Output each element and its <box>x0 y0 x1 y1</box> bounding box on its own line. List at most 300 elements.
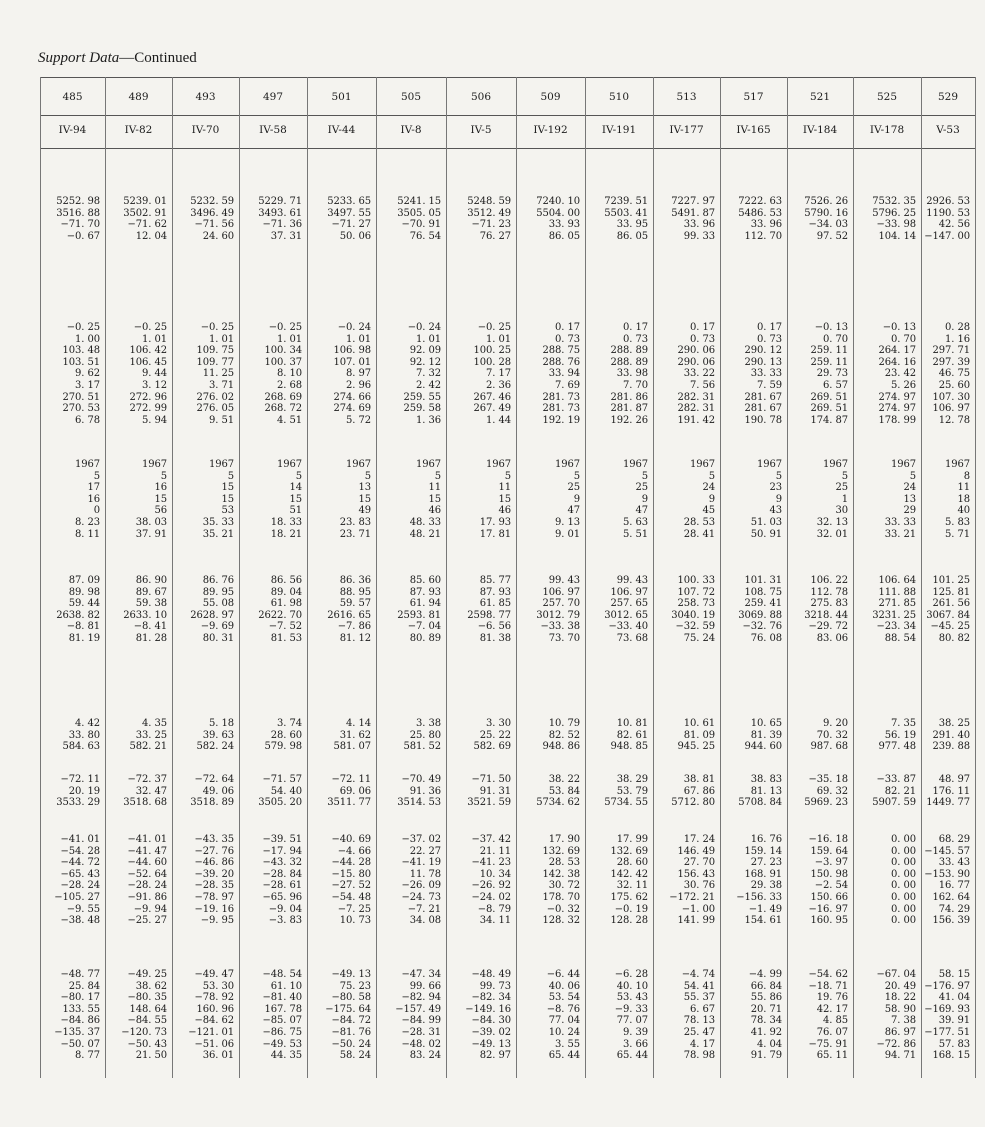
table-cell: 190. 78 <box>744 414 782 426</box>
table-cell: 274. 69 <box>333 403 371 415</box>
table-cell: 1967 <box>208 459 234 470</box>
table-cell: −2. 54 <box>814 880 848 892</box>
table-cell: 101. 25 <box>932 575 970 586</box>
table-cell: 5229. 71 <box>258 196 302 207</box>
table-cell: −0. 19 <box>614 903 648 915</box>
table-cell: 0. 28 <box>945 322 970 333</box>
table-cell: 5 <box>504 470 511 482</box>
table-cell: 100. 33 <box>677 575 715 586</box>
table-cell: 28. 53 <box>683 517 715 528</box>
table-cell: 1. 01 <box>346 333 371 345</box>
table-cell: 5 <box>93 470 100 482</box>
column-header-number: 489 <box>128 91 149 103</box>
table-cell: 3502. 91 <box>123 207 167 219</box>
table-cell: 257. 70 <box>542 598 580 610</box>
table-cell: 270. 51 <box>62 391 100 403</box>
table-cell: 106. 98 <box>333 345 371 357</box>
table-cell: 22. 27 <box>409 845 441 857</box>
table-cell: 48. 21 <box>409 528 441 540</box>
table-cell: 267. 46 <box>473 391 511 403</box>
table-cell: 33. 96 <box>750 219 782 231</box>
table-cell: 3012. 65 <box>604 609 648 621</box>
table-cell: 59. 44 <box>68 598 100 610</box>
table-cell: 3. 30 <box>486 718 511 729</box>
table-cell: −84. 99 <box>401 1015 441 1027</box>
table-cell: −7. 52 <box>268 621 302 633</box>
table-cell: 5969. 23 <box>804 797 848 809</box>
table-cell: −78. 97 <box>194 892 234 903</box>
table-cell: 6. 78 <box>75 414 100 426</box>
table-cell: 33. 22 <box>683 368 715 380</box>
table-cell: 7222. 63 <box>738 196 782 207</box>
table-cell: 35. 33 <box>202 517 234 528</box>
table-cell: 156. 43 <box>677 868 715 880</box>
table-cell: −153. 90 <box>924 868 970 880</box>
table-cell: −0. 67 <box>66 230 100 242</box>
table-cell: 51 <box>289 505 302 517</box>
table-cell: 77. 07 <box>616 1015 648 1027</box>
table-cell: 34. 08 <box>409 915 441 927</box>
column-header-code: IV-82 <box>124 124 153 136</box>
table-cell: −65. 43 <box>60 868 100 880</box>
table-cell: 5. 71 <box>945 528 970 540</box>
table-cell: 5 <box>434 470 441 482</box>
table-cell: 272. 96 <box>129 391 167 403</box>
table-cell: 49 <box>358 505 371 517</box>
table-cell: 107. 01 <box>333 356 371 368</box>
table-cell: 150. 66 <box>810 892 848 903</box>
table-cell: 5504. 00 <box>536 207 580 219</box>
header-divider <box>40 115 975 116</box>
table-cell: −16. 97 <box>808 903 848 915</box>
table-cell: −49. 13 <box>331 969 371 980</box>
table-cell: 82. 52 <box>548 729 580 741</box>
table-cell: 5239. 01 <box>123 196 167 207</box>
table-cell: 10. 34 <box>479 868 511 880</box>
table-cell: −27. 52 <box>331 880 371 892</box>
table-cell: 15 <box>428 493 441 505</box>
table-cell: 5734. 55 <box>604 797 648 809</box>
table-cell: 1449. 77 <box>926 797 970 809</box>
table-cell: 38. 22 <box>548 774 580 785</box>
table-cell: 5. 94 <box>142 414 167 426</box>
table-cell: 23. 83 <box>339 517 371 528</box>
table-cell: 3533. 29 <box>56 797 100 809</box>
table-cell: 5. 26 <box>891 380 916 391</box>
table-cell: −105. 27 <box>54 892 100 903</box>
table-cell: −71. 27 <box>331 219 371 231</box>
table-cell: 5232. 59 <box>190 196 234 207</box>
table-cell: 17. 93 <box>479 517 511 528</box>
table-cell: 3. 66 <box>623 1038 648 1050</box>
table-cell: 29. 38 <box>750 880 782 892</box>
table-cell: −85. 07 <box>262 1015 302 1027</box>
table-cell: 3067. 84 <box>926 609 970 621</box>
table-cell: 89. 95 <box>202 586 234 598</box>
table-cell: 581. 52 <box>403 741 441 753</box>
table-cell: 15 <box>498 493 511 505</box>
table-cell: 268. 69 <box>264 391 302 403</box>
table-cell: 2628. 97 <box>190 609 234 621</box>
table-cell: 34. 11 <box>479 915 511 927</box>
table-cell: −9. 94 <box>133 903 167 915</box>
table-cell: 5233. 65 <box>327 196 371 207</box>
table-cell: 276. 05 <box>196 403 234 415</box>
table-cell: 106. 97 <box>542 586 580 598</box>
table-cell: 88. 95 <box>339 586 371 598</box>
table-cell: 100. 37 <box>264 356 302 368</box>
table-cell: 281. 87 <box>610 403 648 415</box>
table-cell: 14 <box>289 482 302 494</box>
table-cell: 16. 76 <box>750 834 782 845</box>
table-cell: 174. 87 <box>810 414 848 426</box>
table-cell: 9 <box>573 493 580 505</box>
table-cell: 281. 67 <box>744 391 782 403</box>
table-cell: 272. 99 <box>129 403 167 415</box>
column-header-code: IV-192 <box>533 124 568 136</box>
table-cell: 167. 78 <box>264 1003 302 1015</box>
table-cell: 2. 96 <box>346 380 371 391</box>
table-cell: −28. 24 <box>60 880 100 892</box>
table-cell: 290. 12 <box>744 345 782 357</box>
table-cell: 92. 12 <box>409 356 441 368</box>
table-cell: 112. 78 <box>810 586 848 598</box>
table-cell: −7. 21 <box>407 903 441 915</box>
table-cell: 40 <box>957 505 970 517</box>
header-bottom-rule <box>40 148 975 149</box>
table-cell: −48. 49 <box>471 969 511 980</box>
table-cell: 5734. 62 <box>536 797 580 809</box>
table-cell: 76. 27 <box>479 230 511 242</box>
table-cell: 27. 23 <box>750 857 782 869</box>
table-cell: 17. 81 <box>479 528 511 540</box>
table-cell: −7. 25 <box>337 903 371 915</box>
table-cell: 268. 72 <box>264 403 302 415</box>
table-cell: 55. 08 <box>202 598 234 610</box>
table-cell: 57. 83 <box>938 1038 970 1050</box>
table-cell: 12. 78 <box>938 414 970 426</box>
table-cell: −48. 54 <box>262 969 302 980</box>
table-cell: −84. 62 <box>194 1015 234 1027</box>
table-cell: −38. 48 <box>60 915 100 927</box>
table-cell: 276. 02 <box>196 391 234 403</box>
table-cell: 5907. 59 <box>872 797 916 809</box>
table-cell: −0. 25 <box>66 322 100 333</box>
table-cell: 80. 82 <box>938 633 970 644</box>
table-cell: 21. 11 <box>479 845 511 857</box>
table-cell: 7. 38 <box>891 1015 916 1027</box>
table-cell: 582. 69 <box>473 741 511 753</box>
table-cell: 267. 49 <box>473 403 511 415</box>
table-cell: −51. 06 <box>194 1038 234 1050</box>
table-cell: 99. 66 <box>409 980 441 992</box>
table-cell: 3518. 68 <box>123 797 167 809</box>
table-cell: −45. 25 <box>930 621 970 633</box>
table-cell: 0. 70 <box>823 333 848 345</box>
table-cell: 55. 86 <box>750 992 782 1004</box>
table-cell: 81. 28 <box>135 633 167 644</box>
table-cell: 82. 97 <box>479 1050 511 1062</box>
table-cell: 7. 56 <box>690 380 715 391</box>
table-cell: 191. 42 <box>677 414 715 426</box>
table-cell: 106. 45 <box>129 356 167 368</box>
table-cell: 33. 25 <box>135 729 167 741</box>
table-cell: 2616. 65 <box>327 609 371 621</box>
table-cell: 10. 65 <box>750 718 782 729</box>
table-cell: −86. 75 <box>262 1027 302 1038</box>
table-cell: 50. 91 <box>750 528 782 540</box>
table-cell: 579. 98 <box>264 741 302 753</box>
table-cell: 3516. 88 <box>56 207 100 219</box>
table-cell: 111. 88 <box>878 586 916 598</box>
table-cell: −81. 76 <box>331 1027 371 1038</box>
table-cell: 2622. 70 <box>258 609 302 621</box>
table-cell: 11. 78 <box>409 868 441 880</box>
table-cell: 259. 11 <box>810 345 848 357</box>
table-cell: −8. 76 <box>546 1003 580 1015</box>
table-cell: −121. 01 <box>188 1027 234 1038</box>
table-cell: 0. 00 <box>891 880 916 892</box>
table-cell: 53. 84 <box>548 785 580 797</box>
table-cell: 61. 94 <box>409 598 441 610</box>
table-cell: 3505. 20 <box>258 797 302 809</box>
table-cell: 274. 97 <box>878 403 916 415</box>
table-cell: 3069. 88 <box>738 609 782 621</box>
table-cell: 9 <box>708 493 715 505</box>
table-cell: 86. 36 <box>339 575 371 586</box>
table-cell: 76. 08 <box>750 633 782 644</box>
table-cell: −9. 04 <box>268 903 302 915</box>
table-cell: −32. 76 <box>742 621 782 633</box>
table-cell: 97. 52 <box>816 230 848 242</box>
table-cell: 35. 21 <box>202 528 234 540</box>
table-cell: 41. 04 <box>938 992 970 1004</box>
table-cell: 162. 64 <box>932 892 970 903</box>
table-cell: 3511. 77 <box>327 797 371 809</box>
table-cell: 3. 71 <box>209 380 234 391</box>
column-header-number: 506 <box>470 91 492 103</box>
table-cell: 4. 85 <box>823 1015 848 1027</box>
table-cell: 1967 <box>485 459 511 470</box>
table-cell: 3. 38 <box>416 718 441 729</box>
table-cell: 39. 63 <box>202 729 234 741</box>
table-cell: 92. 09 <box>409 345 441 357</box>
table-cell: 48. 33 <box>409 517 441 528</box>
table-cell: −33. 38 <box>540 621 580 633</box>
table-cell: −28. 61 <box>262 880 302 892</box>
table-cell: 1. 00 <box>75 333 100 345</box>
table-cell: 103. 48 <box>62 345 100 357</box>
table-cell: 9 <box>641 493 648 505</box>
table-cell: 948. 85 <box>610 741 648 753</box>
table-cell: −82. 94 <box>401 992 441 1004</box>
table-cell: 13 <box>903 493 916 505</box>
table-cell: 8. 10 <box>277 368 302 380</box>
table-cell: 106. 64 <box>878 575 916 586</box>
table-cell: 78. 34 <box>750 1015 782 1027</box>
table-cell: 5 <box>841 470 848 482</box>
table-cell: 0. 70 <box>891 333 916 345</box>
table-cell: 1. 01 <box>209 333 234 345</box>
table-cell: 83. 06 <box>816 633 848 644</box>
table-cell: 88. 54 <box>884 633 916 644</box>
table-cell: 269. 51 <box>810 403 848 415</box>
table-cell: 47 <box>567 505 580 517</box>
table-cell: 17. 99 <box>616 834 648 845</box>
table-cell: −44. 72 <box>60 857 100 869</box>
table-cell: 38. 25 <box>938 718 970 729</box>
table-cell: 264. 16 <box>878 356 916 368</box>
table-cell: −149. 16 <box>465 1003 511 1015</box>
column-header-code: IV-177 <box>669 124 704 136</box>
table-cell: 59. 57 <box>339 598 371 610</box>
table-cell: 83. 24 <box>409 1050 441 1062</box>
column-header-number: 529 <box>937 91 959 103</box>
table-cell: 38. 81 <box>683 774 715 785</box>
table-cell: 3496. 49 <box>190 207 234 219</box>
table-cell: 2. 42 <box>416 380 441 391</box>
table-cell: −9. 33 <box>614 1003 648 1015</box>
table-cell: 37. 31 <box>270 230 302 242</box>
table-cell: −169. 93 <box>924 1003 970 1015</box>
table-cell: 0. 00 <box>891 915 916 927</box>
table-cell: −1. 00 <box>681 903 715 915</box>
table-cell: 42. 56 <box>938 219 970 231</box>
table-cell: −84. 86 <box>60 1015 100 1027</box>
table-cell: −1. 49 <box>748 903 782 915</box>
table-cell: −71. 50 <box>471 774 511 785</box>
table-cell: 65. 44 <box>548 1050 580 1062</box>
table-cell: 274. 97 <box>878 391 916 403</box>
table-cell: 5. 63 <box>623 517 648 528</box>
table-cell: 3521. 59 <box>467 797 511 809</box>
table-cell: −82. 34 <box>471 992 511 1004</box>
table-cell: 1967 <box>141 459 167 470</box>
table-cell: 0. 73 <box>757 333 782 345</box>
column-header-code: IV-191 <box>601 124 637 136</box>
table-cell: 192. 26 <box>610 414 648 426</box>
table-cell: 7239. 51 <box>604 196 648 207</box>
table-cell: 1190. 53 <box>926 207 970 219</box>
table-cell: −17. 94 <box>262 845 302 857</box>
table-cell: 581. 07 <box>333 741 371 753</box>
table-cell: 132. 69 <box>542 845 580 857</box>
table-cell: 9. 01 <box>555 528 580 540</box>
table-cell: −84. 30 <box>471 1015 511 1027</box>
table-cell: 275. 83 <box>810 598 848 610</box>
table-cell: −50. 07 <box>60 1038 100 1050</box>
table-cell: 81. 19 <box>68 633 100 644</box>
table-cell: 18 <box>957 493 970 505</box>
table-cell: −33. 87 <box>876 774 916 785</box>
table-cell: −120. 73 <box>121 1027 167 1038</box>
table-cell: 9. 20 <box>823 718 848 729</box>
table-cell: 7. 69 <box>555 380 580 391</box>
table-cell: −0. 13 <box>882 322 916 333</box>
table-cell: 282. 31 <box>677 403 715 415</box>
table-cell: 30. 72 <box>548 880 580 892</box>
table-cell: 50. 06 <box>339 230 371 242</box>
table-cell: 5486. 53 <box>738 207 782 219</box>
table-cell: 0. 00 <box>891 845 916 857</box>
table-cell: −44. 60 <box>127 857 167 869</box>
table-cell: 0. 73 <box>623 333 648 345</box>
table-cell: 25. 60 <box>938 380 970 391</box>
table-cell: 1967 <box>622 459 648 470</box>
table-cell: 3518. 89 <box>190 797 234 809</box>
table-cell: −4. 66 <box>337 845 371 857</box>
table-cell: 40. 10 <box>616 980 648 992</box>
table-cell: 271. 85 <box>878 598 916 610</box>
table-cell: 51. 03 <box>750 517 782 528</box>
table-cell: −75. 91 <box>808 1038 848 1050</box>
table-cell: 945. 25 <box>677 741 715 753</box>
table-cell: −71. 57 <box>262 774 302 785</box>
table-cell: −40. 69 <box>331 834 371 845</box>
table-cell: 54. 41 <box>683 980 715 992</box>
table-cell: −91. 86 <box>127 892 167 903</box>
table-cell: 2926. 53 <box>926 196 970 207</box>
table-cell: 69. 06 <box>339 785 371 797</box>
table-cell: 38. 83 <box>750 774 782 785</box>
table-cell: 33. 96 <box>683 219 715 231</box>
table-cell: 3. 55 <box>555 1038 580 1050</box>
table-cell: 46 <box>428 505 441 517</box>
table-cell: −19. 16 <box>194 903 234 915</box>
table-cell: 11 <box>428 482 441 494</box>
table-cell: 53. 79 <box>616 785 648 797</box>
table-cell: 4. 14 <box>346 718 371 729</box>
table-cell: −80. 35 <box>127 992 167 1004</box>
column-header-code: V-53 <box>936 124 960 136</box>
table-cell: −3. 83 <box>268 915 302 927</box>
table-cell: 53. 54 <box>548 992 580 1004</box>
table-cell: 77. 04 <box>548 1015 580 1027</box>
table-cell: 150. 98 <box>810 868 848 880</box>
table-cell: −48. 77 <box>60 969 100 980</box>
table-cell: −3. 97 <box>814 857 848 869</box>
table-cell: 4. 51 <box>277 414 302 426</box>
table-cell: 10. 24 <box>548 1027 580 1038</box>
table-cell: 12. 04 <box>135 230 167 242</box>
table-cell: 81. 39 <box>750 729 782 741</box>
table-cell: 3218. 44 <box>804 609 848 621</box>
table-cell: 5712. 80 <box>671 797 715 809</box>
table-cell: 17. 90 <box>548 834 580 845</box>
table-cell: 9. 13 <box>555 517 580 528</box>
table-cell: 1967 <box>276 459 302 470</box>
table-top-rule <box>40 77 975 78</box>
table-cell: 106. 42 <box>129 345 167 357</box>
table-cell: −39. 02 <box>471 1027 511 1038</box>
table-cell: 10. 73 <box>339 915 371 927</box>
table-cell: −70. 49 <box>401 774 441 785</box>
table-cell: 239. 88 <box>932 741 970 753</box>
table-cell: 19. 76 <box>816 992 848 1004</box>
table-cell: 5 <box>641 470 648 482</box>
table-cell: −0. 24 <box>337 322 371 333</box>
table-cell: −26. 92 <box>471 880 511 892</box>
table-cell: −145. 57 <box>924 845 970 857</box>
column-header-number: 501 <box>331 91 352 103</box>
table-cell: 56. 19 <box>884 729 916 741</box>
table-cell: 128. 32 <box>542 915 580 927</box>
table-cell: 1. 01 <box>486 333 511 345</box>
table-cell: 78. 13 <box>683 1015 715 1027</box>
table-cell: 168. 91 <box>744 868 782 880</box>
table-cell: 5252. 98 <box>56 196 100 207</box>
table-cell: 154. 61 <box>744 915 782 927</box>
